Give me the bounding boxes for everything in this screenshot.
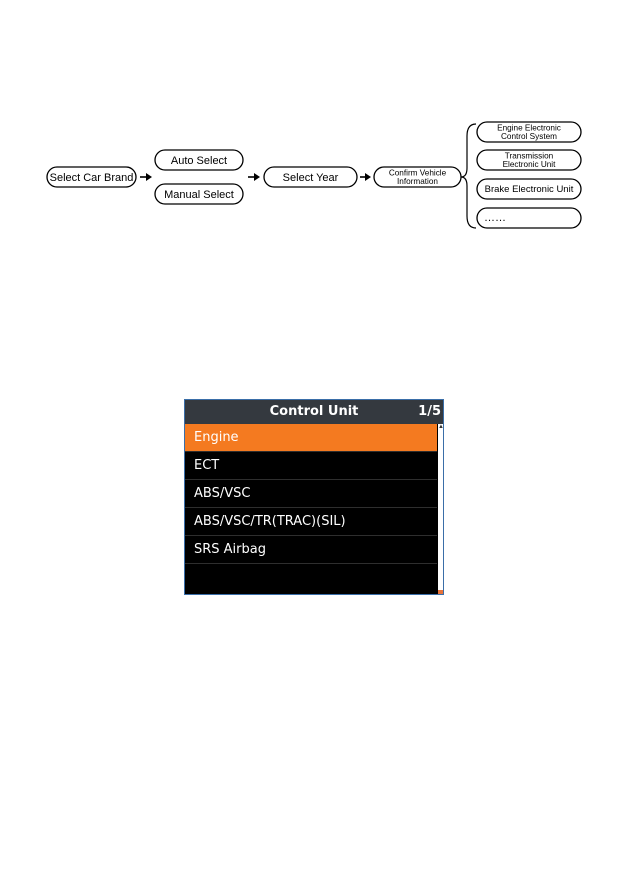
list-item[interactable]: Engine	[185, 424, 437, 452]
node-more	[477, 208, 581, 228]
node-auto-select-label: Auto Select	[170, 155, 228, 167]
screen-header	[185, 400, 443, 424]
scrollbar-thumb[interactable]	[438, 590, 443, 594]
list-item-empty	[185, 564, 437, 591]
node-transmission-line2: Electronic Unit	[502, 160, 556, 169]
brace-icon	[461, 124, 476, 228]
node-select-year	[264, 167, 357, 187]
node-select-car-brand	[47, 167, 136, 187]
arrow-icon	[360, 173, 371, 181]
list-item[interactable]: ECT	[185, 452, 437, 480]
list-item[interactable]: ABS/VSC/TR(TRAC)(SIL)	[185, 508, 437, 536]
node-manual-select-label: Manual Select	[164, 189, 234, 201]
node-manual-select	[155, 184, 243, 204]
node-more-label: ……	[484, 212, 506, 224]
node-engine-line2: Control System	[501, 132, 557, 141]
node-confirm-line2: Information	[397, 177, 438, 186]
node-transmission-line1: Transmission	[504, 151, 554, 161]
list-item[interactable]: ABS/VSC	[185, 480, 437, 508]
control-unit-list	[185, 424, 437, 591]
flow-diagram	[0, 0, 631, 260]
arrow-icon	[140, 173, 152, 181]
node-confirm-vehicle-information	[374, 167, 461, 187]
list-item[interactable]: SRS Airbag	[185, 536, 437, 564]
scrollbar[interactable]	[438, 424, 443, 594]
node-transmission-electronic-unit	[477, 150, 581, 170]
node-auto-select	[155, 150, 243, 170]
node-engine-electronic-control-system	[477, 122, 581, 142]
node-select-car-brand-label: Select Car Brand	[49, 172, 134, 184]
arrow-icon	[248, 173, 260, 181]
screen-title: Control Unit	[269, 404, 359, 419]
triangle-up-icon[interactable]: ▲	[438, 424, 444, 430]
node-confirm-line1: Confirm Vehicle	[388, 168, 447, 178]
node-brake-label: Brake Electronic Unit	[484, 184, 574, 195]
node-select-year-label: Select Year	[282, 172, 339, 184]
node-engine-line1: Engine Electronic	[497, 123, 561, 133]
node-brake-electronic-unit	[477, 179, 581, 199]
device-screen	[185, 400, 443, 594]
page-indicator: 1/5	[418, 404, 441, 419]
